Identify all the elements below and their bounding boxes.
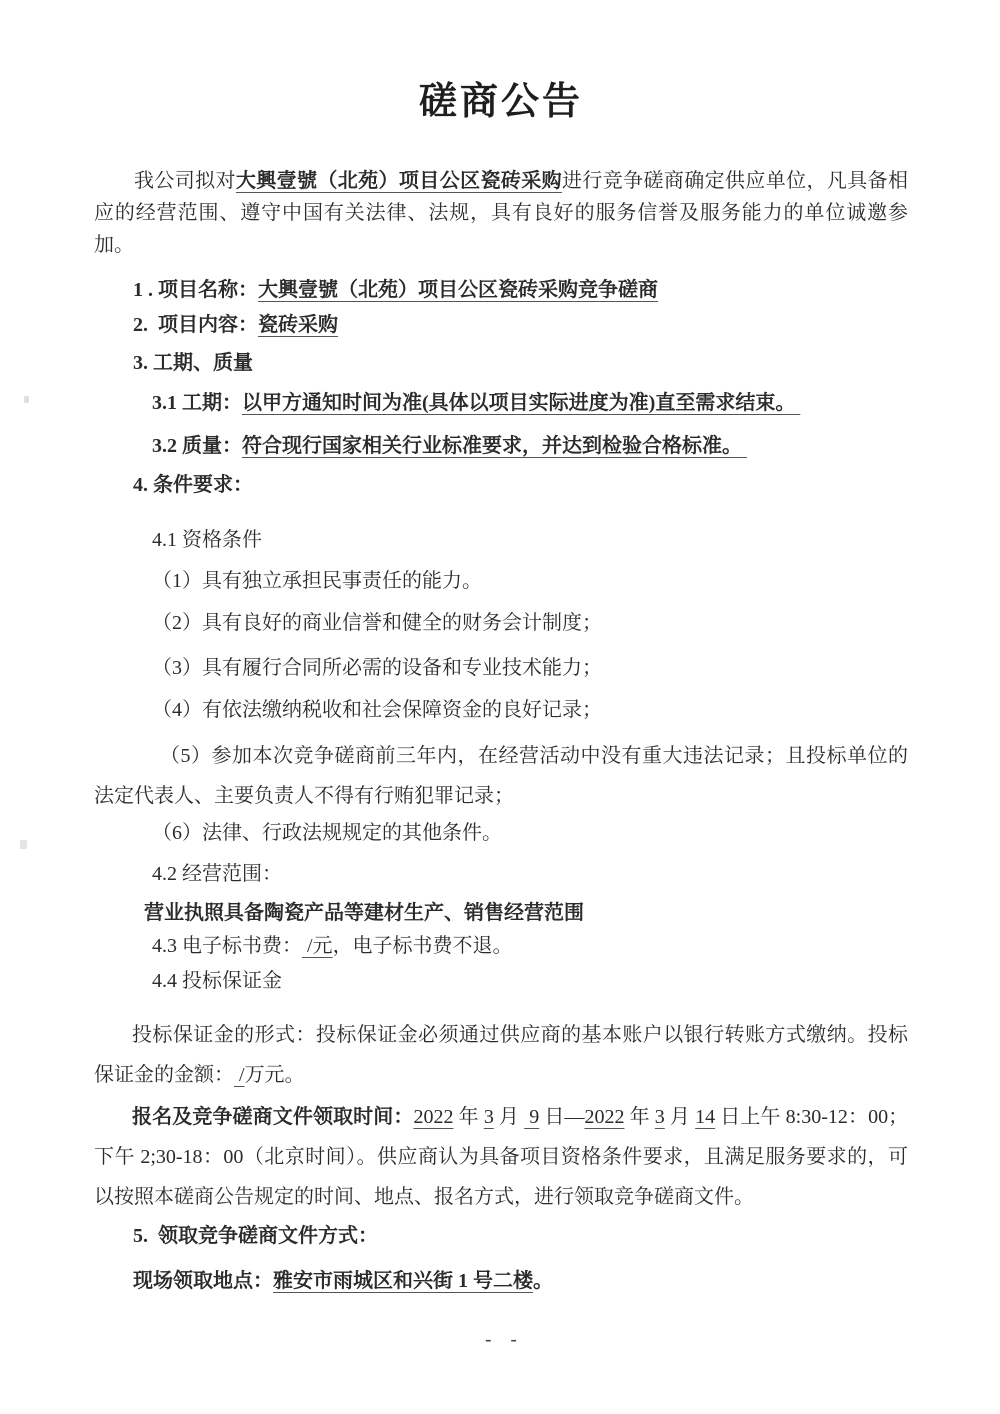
text-segment: 我公司拟对 <box>134 170 236 192</box>
text-segment: 瓷砖采购 <box>258 314 338 336</box>
text-segment: 报名及竞争磋商文件领取时间： <box>132 1106 414 1128</box>
item-qualification-conditions <box>152 527 908 554</box>
page-footer: - - <box>485 1329 517 1350</box>
qualification-3 <box>152 655 908 682</box>
item-business-scope <box>152 861 908 888</box>
intro-paragraph <box>94 165 908 261</box>
text-segment: 3 <box>654 1106 665 1128</box>
scan-artifact <box>20 840 27 849</box>
item-project-content <box>133 312 908 339</box>
text-segment: 投标保证金的形式：投标保证金必须通过供应商的基本账户以银行转账方式缴纳。投标保证金的金额： <box>94 1024 908 1086</box>
text-segment: 日上午 8:30-12：00；下午 2;30-18：00（北京时间）。供应商认为具备项目资格条件要求，且满足服务要求的，可以按照本磋商公告规定的时间、地点、报名方式，进行领取竞争磋商文件。 <box>94 1106 909 1208</box>
item-requirements <box>133 472 908 499</box>
text-segment: 大興壹號（北苑）项目公区瓷砖采购 <box>235 170 562 192</box>
text-segment: 进行竞争磋商确定供应单位，凡具备相应的经营范围、遵守中国有关法律、法规，具有良好的服务信誉及服务能力的单位诚邀参加。 <box>94 170 909 256</box>
text-segment: /元 <box>302 935 333 957</box>
text-segment: （6）法律、行政法规规定的其他条件。 <box>152 822 502 844</box>
text-segment: 日— <box>539 1106 585 1128</box>
text-segment: （1）具有独立承担民事责任的能力。 <box>152 570 482 592</box>
text-segment: 4. 条件要求： <box>133 474 253 496</box>
text-segment: 3. 工期、质量 <box>133 352 253 374</box>
text-segment: （5）参加本次竞争磋商前三年内，在经营活动中没有重大违法记录；且投标单位的法定代表人、主要负责人不得有行贿犯罪记录； <box>94 745 908 807</box>
text-segment: 年 <box>453 1106 484 1128</box>
text-segment: 9 <box>524 1106 540 1128</box>
document-body <box>94 165 908 1295</box>
text-segment: 4.2 经营范围： <box>152 863 282 885</box>
text-segment: 3.1 工期： <box>152 392 242 414</box>
text-segment: 月 <box>664 1106 696 1128</box>
qualification-4 <box>152 697 908 724</box>
text-segment: ，电子标书费不退。 <box>332 935 513 957</box>
item-quality <box>152 433 908 460</box>
text-segment: 年 <box>624 1106 655 1128</box>
text-segment: 大興壹號（北苑）项目公区瓷砖采购竞争磋商 <box>258 279 658 301</box>
item-project-name <box>133 277 908 304</box>
qualification-2 <box>152 610 908 637</box>
text-segment: 2. 项目内容： <box>133 314 258 336</box>
text-segment: 4.3 电子标书费： <box>152 935 302 957</box>
item-doc-collection-method <box>133 1223 908 1250</box>
bid-bond-paragraph <box>94 1015 908 1095</box>
qualification-6 <box>152 820 908 847</box>
registration-paragraph <box>94 1097 908 1217</box>
item-bid-bond <box>152 968 908 995</box>
text-segment: 营业执照具备陶瓷产品等建材生产、销售经营范围 <box>144 902 584 924</box>
text-segment: 万元。 <box>244 1064 305 1086</box>
text-segment: 符合现行国家相关行业标准要求，并达到检验合格标准。 <box>242 435 747 457</box>
text-segment: 4.4 投标保证金 <box>152 970 282 992</box>
text-segment: 以甲方通知时间为准(具体以项目实际进度为准)直至需求结束。 <box>242 392 801 414</box>
text-segment: 现场领取地点： <box>133 1270 273 1292</box>
text-segment: （4）有依法缴纳税收和社会保障资金的良好记录； <box>152 699 602 721</box>
text-segment: 1 . 项目名称： <box>133 279 258 301</box>
qualification-5 <box>94 736 908 816</box>
item-schedule <box>152 390 908 417</box>
text-segment: 2022 <box>413 1106 454 1128</box>
item-bid-doc-fee <box>152 933 908 960</box>
text-segment: （2）具有良好的商业信誉和健全的财务会计制度； <box>152 612 602 634</box>
document-title: 磋商公告 <box>418 81 583 123</box>
text-segment: （3）具有履行合同所必需的设备和专业技术能力； <box>152 657 602 679</box>
business-scope-value <box>144 900 908 927</box>
text-segment: 4.1 资格条件 <box>152 529 262 551</box>
qualification-1 <box>152 568 908 595</box>
text-segment: 。 <box>533 1270 553 1292</box>
text-segment: 月 <box>493 1106 525 1128</box>
text-segment: 14 <box>695 1106 716 1128</box>
text-segment: 5. 领取竞争磋商文件方式： <box>133 1225 378 1247</box>
item-schedule-quality <box>133 350 908 377</box>
text-segment: 雅安市雨城区和兴街 1 号二楼 <box>273 1270 533 1292</box>
text-segment: 3 <box>483 1106 494 1128</box>
collection-location <box>133 1268 908 1295</box>
scan-artifact <box>24 396 29 403</box>
text-segment: / <box>234 1064 245 1086</box>
text-segment: 2022 <box>584 1106 625 1128</box>
text-segment: 3.2 质量： <box>152 435 242 457</box>
